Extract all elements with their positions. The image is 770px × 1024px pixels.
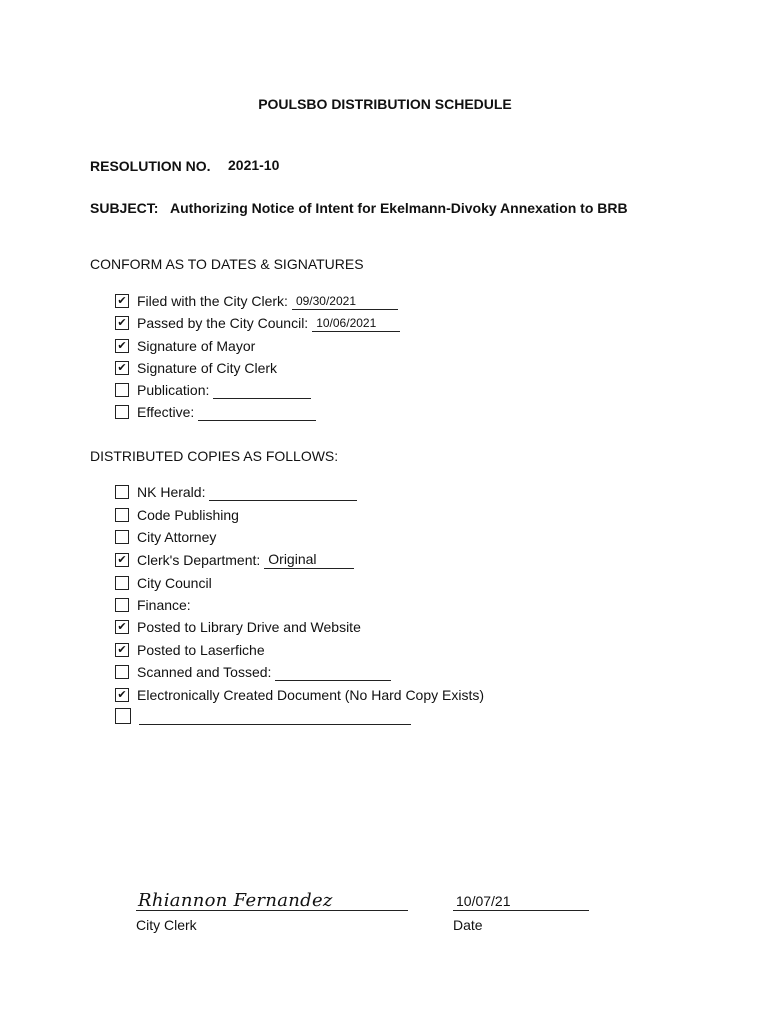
item-label: Clerk's Department: <box>137 552 261 568</box>
fill-line <box>275 664 391 681</box>
clerks-department-value: Original <box>268 550 317 567</box>
signature-date: 10/07/21 <box>456 893 511 909</box>
conform-item-effective <box>115 402 316 422</box>
fill-line <box>198 404 316 421</box>
fill-line <box>213 382 311 399</box>
checkbox[interactable] <box>115 485 129 499</box>
city-clerk-label: City Clerk <box>136 917 197 933</box>
fill-line <box>264 552 354 569</box>
dist-item-code-publishing <box>115 505 239 525</box>
checkbox[interactable] <box>115 708 131 724</box>
dist-item-blank <box>115 706 411 726</box>
checkbox[interactable] <box>115 530 129 544</box>
item-label: Publication: <box>137 382 210 398</box>
conform-item-passed <box>115 313 400 333</box>
checkbox-checked[interactable]: ✔ <box>115 316 129 330</box>
conform-item-publication <box>115 380 311 400</box>
item-label: Signature of City Clerk <box>137 360 278 376</box>
clerk-signature: Rhiannon Fernandez <box>138 890 333 911</box>
fill-line <box>139 708 411 725</box>
item-label: Posted to Laserfiche <box>137 642 265 658</box>
item-label: Code Publishing <box>137 507 239 523</box>
subject-text: Authorizing Notice of Intent for Ekelmann-Divoky Annexation to BRB <box>170 200 628 216</box>
item-label: City Council <box>137 575 212 591</box>
item-label: Passed by the City Council: <box>137 315 309 331</box>
dist-item-finance <box>115 595 191 615</box>
dist-item-electronic-document <box>115 685 484 705</box>
checkbox[interactable] <box>115 598 129 612</box>
checkbox-checked[interactable]: ✔ <box>115 643 129 657</box>
item-label: Finance: <box>137 597 191 613</box>
conform-heading: CONFORM AS TO DATES & SIGNATURES <box>90 256 364 272</box>
subject-label: SUBJECT: <box>90 200 159 216</box>
checkbox[interactable] <box>115 576 129 590</box>
item-label: Effective: <box>137 404 195 420</box>
checkbox[interactable] <box>115 508 129 522</box>
resolution-number: 2021-10 <box>228 157 280 173</box>
date-label: Date <box>453 917 483 933</box>
dist-item-city-council <box>115 573 212 593</box>
checkbox[interactable] <box>115 383 129 397</box>
checkbox-checked[interactable]: ✔ <box>115 553 129 567</box>
item-label: City Attorney <box>137 529 217 545</box>
distributed-heading: DISTRIBUTED COPIES AS FOLLOWS: <box>90 448 339 464</box>
item-label: Scanned and Tossed: <box>137 664 272 680</box>
checkbox-checked[interactable]: ✔ <box>115 688 129 702</box>
checkbox-checked[interactable]: ✔ <box>115 339 129 353</box>
conform-item-filed <box>115 291 398 311</box>
fill-line <box>209 484 357 501</box>
fill-line <box>292 293 398 310</box>
signature-line <box>136 910 408 911</box>
dist-item-library-website <box>115 617 361 637</box>
date-line <box>453 910 589 911</box>
conform-item-clerk-signature <box>115 358 277 378</box>
item-label: Signature of Mayor <box>137 338 256 354</box>
item-label: NK Herald: <box>137 484 206 500</box>
dist-item-laserfiche <box>115 640 265 660</box>
conform-item-mayor <box>115 336 255 356</box>
checkbox[interactable] <box>115 405 129 419</box>
fill-line <box>312 315 400 332</box>
checkbox-checked[interactable]: ✔ <box>115 294 129 308</box>
dist-item-city-attorney <box>115 527 216 547</box>
checkbox[interactable] <box>115 665 129 679</box>
filed-date: 09/30/2021 <box>295 293 356 308</box>
dist-item-clerks-department <box>115 550 354 570</box>
document-title: POULSBO DISTRIBUTION SCHEDULE <box>258 96 512 112</box>
item-label: Filed with the City Clerk: <box>137 293 288 309</box>
dist-item-scanned-tossed <box>115 662 391 682</box>
item-label: Electronically Created Document (No Hard Copy Exists) <box>137 687 485 703</box>
resolution-label: RESOLUTION NO. <box>90 158 211 174</box>
passed-date: 10/06/2021 <box>316 315 377 330</box>
checkbox-checked[interactable]: ✔ <box>115 620 129 634</box>
dist-item-nk-herald <box>115 482 357 502</box>
item-label: Posted to Library Drive and Website <box>137 619 361 635</box>
checkbox-checked[interactable]: ✔ <box>115 361 129 375</box>
